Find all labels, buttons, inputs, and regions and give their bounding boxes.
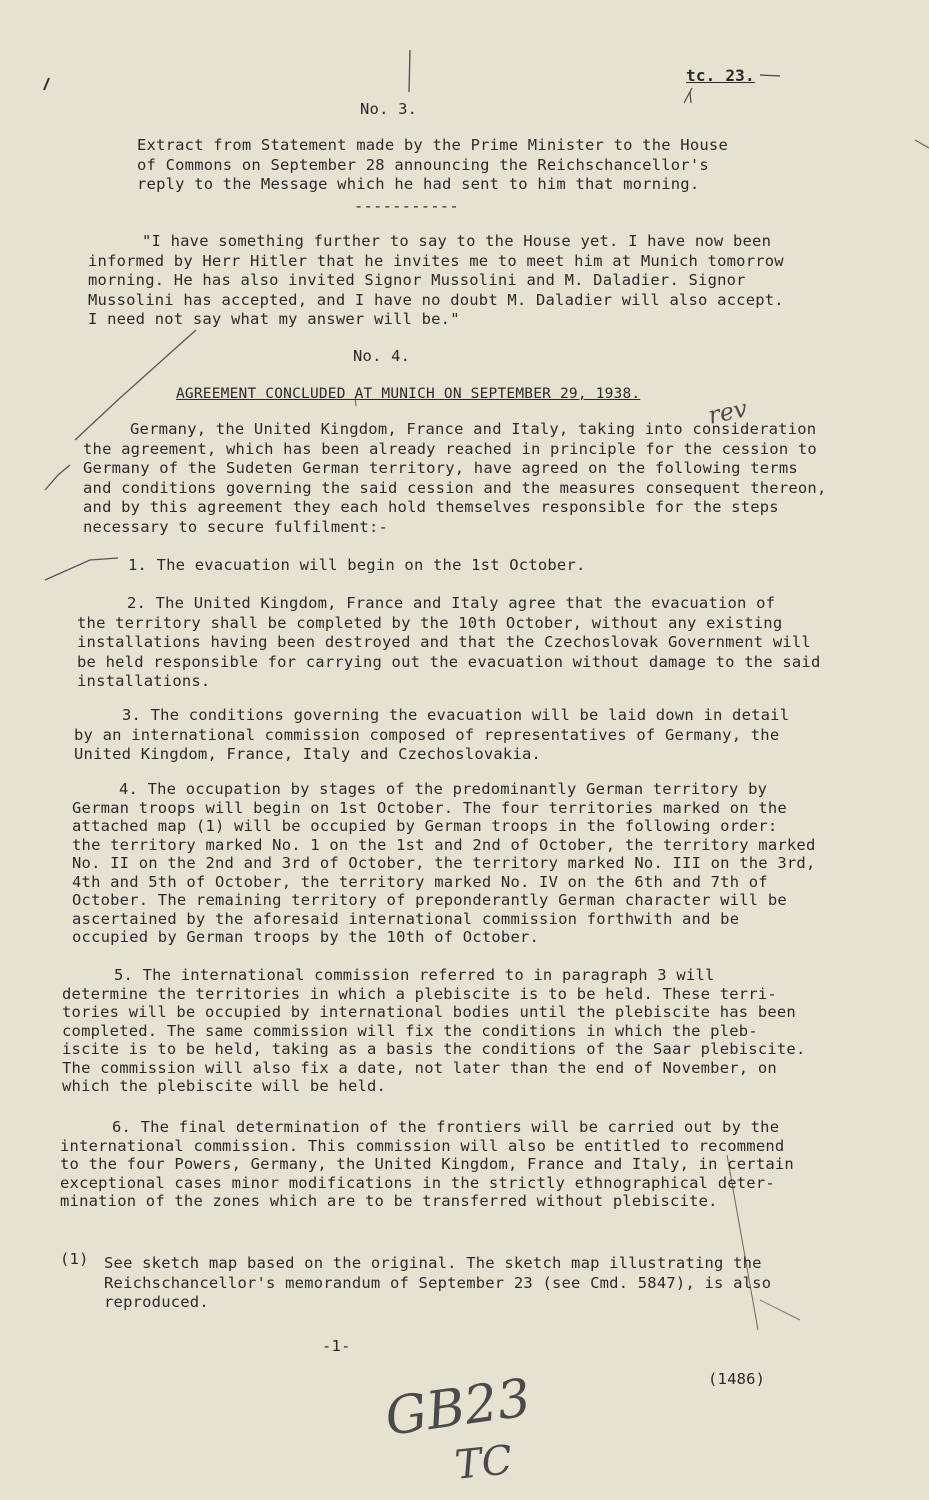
text-line: the territory shall be completed by the 10th October, without any existing xyxy=(77,613,783,632)
text-line: mination of the zones which are to be transferred without plebiscite. xyxy=(60,1192,718,1210)
document-number-3: No. 3. xyxy=(360,100,418,118)
paragraph-1 xyxy=(128,556,586,576)
text-line: See sketch map based on the original. The sketch map illustrating the xyxy=(104,1254,762,1272)
text-line: 4. The occupation by stages of the predominantly German territory by xyxy=(119,780,768,798)
paragraph-6 xyxy=(60,1118,794,1211)
text-line: 2. The United Kingdom, France and Italy agree that the evacuation of xyxy=(127,594,776,612)
text-line: and conditions governing the said cession and the measures consequent thereon, xyxy=(83,478,827,497)
paragraph-5 xyxy=(62,966,805,1096)
text-line: Germany, the United Kingdom, France and Italy, taking into consideration xyxy=(130,420,817,438)
text-line: tories will be occupied by international bodies until the plebiscite has been xyxy=(62,1003,796,1021)
text-line: I need not say what my answer will be." xyxy=(88,310,460,328)
text-line: Reichschancellor's memorandum of September 23 (see Cmd. 5847), is also xyxy=(104,1273,772,1292)
text-line: The commission will also fix a date, not later than the end of November, on xyxy=(62,1058,777,1077)
text-line: of Commons on September 28 announcing the Reichschancellor's xyxy=(137,155,709,174)
text-line: Germany of the Sudeten German territory, have agreed on the following terms xyxy=(83,459,798,477)
text-line: informed by Herr Hitler that he invites me to meet him at Munich tomorrow xyxy=(88,251,784,270)
text-line: exceptional cases minor modifications in the strictly ethnographical deter- xyxy=(60,1173,775,1192)
text-line: the territory marked No. 1 on the 1st and 2nd of October, the territory marked xyxy=(72,835,816,854)
extract-heading xyxy=(137,136,728,195)
handwritten-reference: GB23 xyxy=(381,1368,535,1448)
text-line: international commission. This commission will also be entitled to recommend xyxy=(60,1136,785,1155)
text-line: October. The remaining territory of preponderantly German character will be xyxy=(72,891,787,909)
quoted-statement xyxy=(88,232,784,330)
agreement-title: AGREEMENT CONCLUDED AT MUNICH ON SEPTEMBER 29, 1938. xyxy=(176,386,641,402)
margin-handwriting: rev xyxy=(705,394,750,430)
text-line: iscite is to be held, taking as a basis the conditions of the Saar plebiscite. xyxy=(62,1040,806,1058)
text-line: 1. The evacuation will begin on the 1st October. xyxy=(128,556,586,574)
text-line: the agreement, which has been already reached in principle for the cession to xyxy=(83,439,817,458)
text-line: 6. The final determination of the frontiers will be carried out by the xyxy=(112,1118,780,1136)
text-line: to the four Powers, Germany, the United Kingdom, France and Italy, in certain xyxy=(60,1155,794,1173)
text-line: German troops will begin on 1st October. The four territories marked on the xyxy=(72,798,787,817)
footnote-marker: (1) xyxy=(60,1250,89,1268)
agreement-preamble xyxy=(83,420,826,537)
handwritten-initials: TC xyxy=(452,1437,515,1489)
text-line: 3. The conditions governing the evacuation will be laid down in detail xyxy=(122,706,790,724)
paragraph-4 xyxy=(72,780,815,947)
separator-rule: ----------- xyxy=(354,197,459,215)
page-number: -1- xyxy=(322,1337,351,1355)
text-line: completed. The same commission will fix the conditions in which the pleb- xyxy=(62,1021,758,1040)
text-line: reproduced. xyxy=(104,1293,209,1311)
text-line: installations. xyxy=(77,672,211,690)
text-line: United Kingdom, France, Italy and Czechoslovakia. xyxy=(74,745,542,763)
text-line: 5. The international commission referred to in paragraph 3 will xyxy=(114,966,715,984)
text-line: 4th and 5th of October, the territory marked No. IV on the 6th and 7th of xyxy=(72,872,768,891)
paragraph-2 xyxy=(77,594,820,692)
print-code: (1486) xyxy=(708,1370,766,1388)
text-line: No. II on the 2nd and 3rd of October, the territory marked No. III on the 3rd, xyxy=(72,854,816,872)
document-reference: tc. 23. xyxy=(686,66,755,85)
text-line: which the plebiscite will be held. xyxy=(62,1077,387,1095)
text-line: Extract from Statement made by the Prime Minister to the House xyxy=(137,136,728,154)
text-line: necessary to secure fulfilment:- xyxy=(83,517,389,536)
text-line: reply to the Message which he had sent to him that morning. xyxy=(137,175,700,193)
document-number-4: No. 4. xyxy=(353,347,411,365)
text-line: be held responsible for carrying out the evacuation without damage to the said xyxy=(77,652,821,671)
paragraph-3 xyxy=(74,706,789,765)
text-line: ascertained by the aforesaid international commission forthwith and be xyxy=(72,909,740,928)
text-line: attached map (1) will be occupied by German troops in the following order: xyxy=(72,817,778,835)
text-line: Mussolini has accepted, and I have no doubt M. Daladier will also accept. xyxy=(88,290,784,309)
text-line: morning. He has also invited Signor Mussolini and M. Daladier. Signor xyxy=(88,271,746,289)
text-line: and by this agreement they each hold themselves responsible for the steps xyxy=(83,498,779,516)
text-line: determine the territories in which a plebiscite is to be held. These terri- xyxy=(62,984,777,1003)
text-line: installations having been destroyed and that the Czechoslovak Government will xyxy=(77,633,811,651)
footnote-text xyxy=(104,1254,771,1313)
text-line: "I have something further to say to the House yet. I have now been xyxy=(142,232,772,250)
text-line: by an international commission composed of representatives of Germany, the xyxy=(74,725,780,744)
text-line: occupied by German troops by the 10th of October. xyxy=(72,928,540,946)
